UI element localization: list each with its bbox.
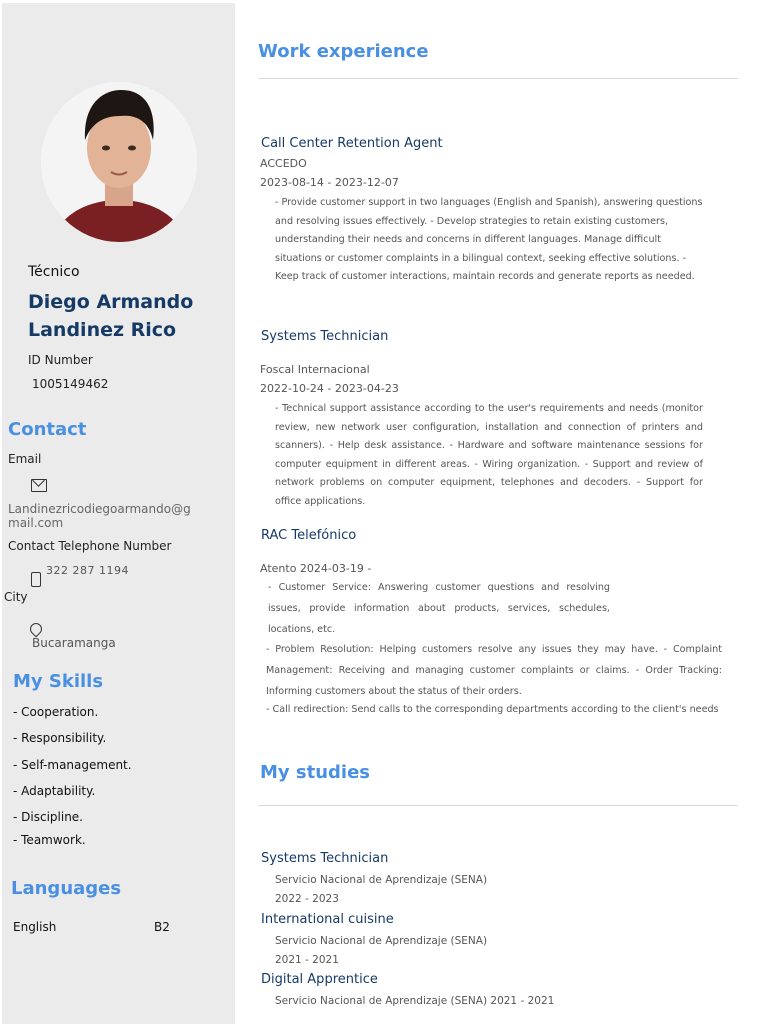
skill-item: - Discipline. bbox=[13, 810, 83, 824]
contact-heading: Contact bbox=[8, 419, 87, 440]
id-label: ID Number bbox=[28, 353, 93, 367]
job-company-dates: Atento 2024-03-19 - bbox=[260, 562, 372, 575]
language-level: B2 bbox=[154, 920, 170, 934]
study-institution: Servicio Nacional de Aprendizaje (SENA) bbox=[275, 935, 488, 947]
id-value: 1005149462 bbox=[32, 377, 109, 391]
study-institution: Servicio Nacional de Aprendizaje (SENA) bbox=[275, 874, 488, 886]
studies-heading: My studies bbox=[260, 762, 371, 783]
profile-photo bbox=[41, 82, 197, 242]
job-description: - Customer Service: Answering customer questions and resolving issues, provide information about products, services, schedules, locations, etc. bbox=[268, 582, 610, 635]
study-dates: 2021 - 2021 bbox=[275, 954, 339, 966]
skill-item: - Teamwork. bbox=[13, 833, 86, 847]
envelope-icon bbox=[31, 479, 47, 492]
skill-item: - Responsibility. bbox=[13, 731, 107, 745]
job-title: RAC Telefónico bbox=[261, 528, 357, 543]
study-title: Digital Apprentice bbox=[261, 972, 378, 987]
full-name: Diego Armando Landinez Rico bbox=[28, 291, 194, 341]
work-experience-heading: Work experience bbox=[258, 41, 429, 62]
language-name: English bbox=[13, 920, 57, 934]
skill-item: - Self-management. bbox=[13, 758, 132, 772]
job-dates: 2023-08-14 - 2023-12-07 bbox=[260, 176, 399, 189]
study-title: Systems Technician bbox=[261, 851, 389, 866]
email-value[interactable]: Landinezricodiegoarmando@gmail.com bbox=[8, 502, 191, 530]
email-label: Email bbox=[8, 452, 42, 466]
divider bbox=[258, 78, 738, 79]
skills-heading: My Skills bbox=[13, 671, 104, 692]
job-title: Call Center Retention Agent bbox=[261, 136, 443, 151]
telephone-label: Contact Telephone Number bbox=[8, 539, 172, 553]
study-title: International cuisine bbox=[261, 912, 394, 927]
languages-heading: Languages bbox=[11, 878, 122, 899]
job-description: - Provide customer support in two languages (English and Spanish), answering questions and resolving issues effectively. - Develop strategies to retain existing customers, understanding their needs and concerns in different languages. Manage difficult situations or customer complaints in a bilingual context, seeking effective solutions. - Keep track of customer interactions, maintain records and generate reports as needed. bbox=[275, 197, 703, 282]
phone-icon bbox=[31, 572, 41, 587]
job-dates: 2022-10-24 - 2023-04-23 bbox=[260, 382, 399, 395]
profile-photo-image bbox=[41, 82, 197, 242]
study-institution-dates: Servicio Nacional de Aprendizaje (SENA) 2021 - 2021 bbox=[275, 995, 555, 1007]
city-value: Bucaramanga bbox=[32, 636, 116, 650]
job-title: Systems Technician bbox=[261, 329, 389, 344]
job-company: Foscal Internacional bbox=[260, 363, 370, 376]
job-description: - Problem Resolution: Helping customers resolve any issues they may have. - Complaint Management: Receiving and managing customer complaints or claims. - Order Tracking: Informing customers about the status of their orders. bbox=[266, 644, 722, 697]
occupation: Técnico bbox=[28, 264, 80, 280]
job-description: - Call redirection: Send calls to the corresponding departments according to the client's needs bbox=[266, 704, 719, 715]
divider bbox=[258, 805, 738, 806]
job-description: - Technical support assistance according to the user's requirements and needs (monitor review, new network user configuration, installation and connection of printers and scanners). - Help desk assistance. - Hardware and software maintenance sessions for computer equipment in different areas. - Wiring organization. - Support and review of network problems on computer equipment, telephones and decoders. - Support for office applications. bbox=[275, 403, 703, 507]
city-label: City bbox=[4, 590, 28, 604]
telephone-value[interactable]: 322 287 1194 bbox=[46, 564, 129, 577]
skill-item: - Cooperation. bbox=[13, 705, 99, 719]
study-dates: 2022 - 2023 bbox=[275, 893, 339, 905]
job-company: ACCEDO bbox=[260, 157, 307, 170]
skill-item: - Adaptability. bbox=[13, 784, 96, 798]
